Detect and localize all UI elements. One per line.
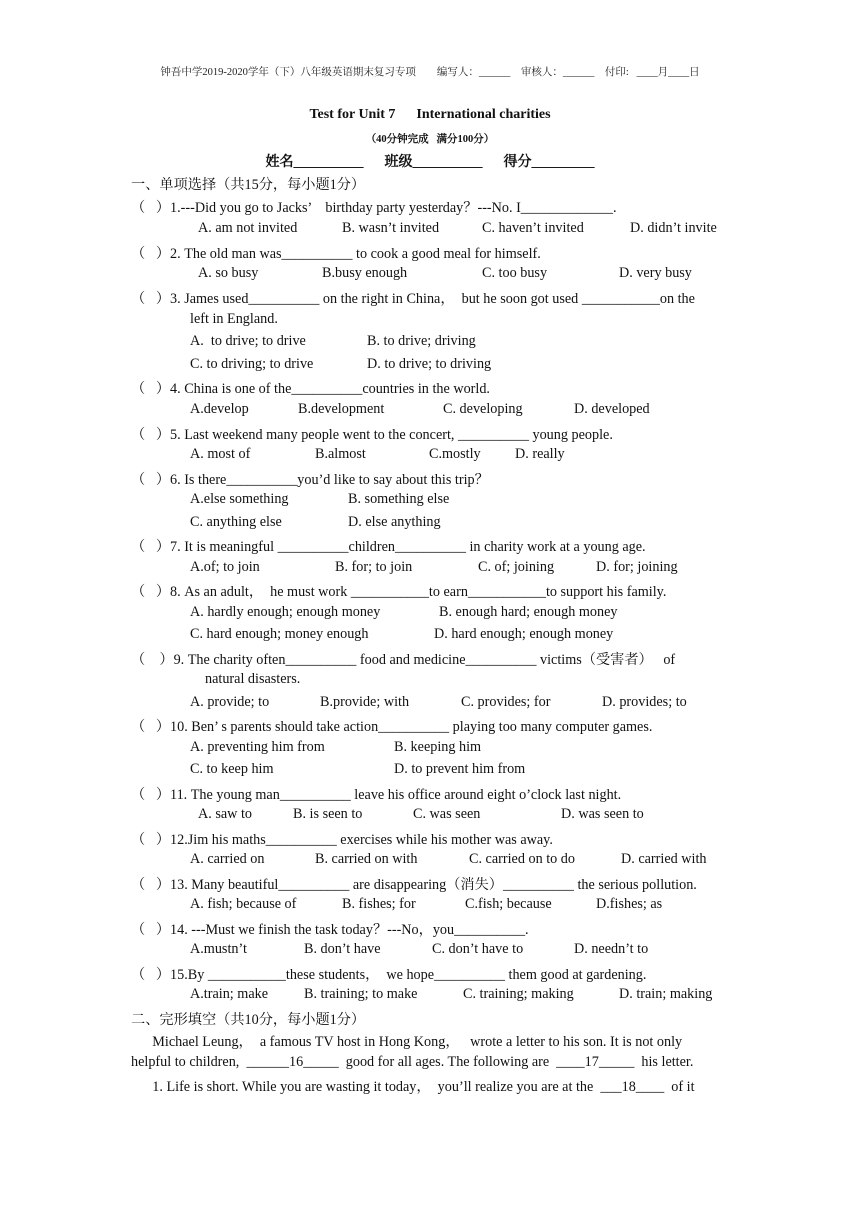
option-d: D. really (515, 446, 565, 462)
option-b: B.provide; with (320, 694, 410, 710)
option-b: B. fishes; for (342, 896, 416, 912)
option-d: D. to drive; to driving (367, 356, 492, 372)
question-15: （ ）15.By ___________these students， we hope__________ them good at gardening. (131, 967, 647, 983)
option-c: C. don’t have to (432, 941, 524, 957)
option-a: A. saw to (198, 806, 252, 822)
option-c: C. haven’t invited (482, 220, 584, 236)
question-7: （ ）7. It is meaningful __________children__________ in charity work at a young age. (131, 539, 646, 555)
passage-line-2: helpful to children, ______16_____ good for all ages. The following are ____17_____ his letter. (131, 1054, 694, 1070)
option-b: B. wasn’t invited (342, 220, 440, 236)
option-c: C. to driving; to drive (190, 356, 314, 372)
question-5: （ ）5. Last weekend many people went to the concert, __________ young people. (131, 427, 613, 443)
passage-line-3: 1. Life is short. While you are wasting it today， you’ll realize you are at the ___18____ of it (131, 1079, 695, 1095)
option-b: B. enough hard; enough money (439, 604, 618, 620)
option-d: D. carried with (621, 851, 707, 867)
question-12: （ ）12.Jim his maths__________ exercises while his mother was away. (131, 832, 553, 848)
question-2: （ ）2. The old man was__________ to cook a good meal for himself. (131, 246, 541, 262)
option-a: A. so busy (198, 265, 259, 281)
question-8: （ ）8. As an adult， he must work ___________to earn___________to support his family. (131, 584, 667, 600)
option-a: A. provide; to (190, 694, 270, 710)
option-b: B. to drive; driving (367, 333, 476, 349)
page-header: 钟吾中学2019-2020学年（下）八年级英语期末复习专项 编写人：______ 审核人：______ 付印: ____月____日 (160, 67, 700, 78)
option-d: D. for; joining (596, 559, 678, 575)
option-b: B. for; to join (335, 559, 413, 575)
question-11: （ ）11. The young man__________ leave his office around eight o’clock last night. (131, 787, 622, 803)
question-10: （ ）10. Ben’ s parents should take action__________ playing too many computer games. (131, 719, 653, 735)
question-3-continuation: left in England. (190, 311, 278, 327)
option-d: D. needn’t to (574, 941, 649, 957)
option-a: A. am not invited (198, 220, 298, 236)
passage-line-1: Michael Leung， a famous TV host in Hong Kong， wrote a letter to his son. It is not only (131, 1034, 683, 1050)
option-b: B.almost (315, 446, 366, 462)
option-d: D. hard enough; enough money (434, 626, 614, 642)
student-info-line: 姓名__________ 班级__________ 得分_________ (265, 155, 595, 170)
option-d: D. was seen to (561, 806, 644, 822)
option-b: B.development (298, 401, 385, 417)
question-14: （ ）14. ---Must we finish the task today？---No，you__________. (131, 922, 529, 938)
option-b: B. don’t have (304, 941, 381, 957)
question-9-continuation: natural disasters. (205, 671, 301, 687)
test-subtitle: （40分钟完成 满分100分） (365, 134, 495, 145)
option-d: D. provides; to (602, 694, 687, 710)
option-b: B. something else (348, 491, 450, 507)
option-d: D. to prevent him from (394, 761, 526, 777)
section-1-heading: 一、单项选择（共15分，每小题1分） (131, 177, 366, 193)
option-c: C. training; making (463, 986, 574, 1002)
question-4: （ ）4. China is one of the__________countries in the world. (131, 381, 490, 397)
option-c: C. provides; for (461, 694, 551, 710)
option-c: C. of; joining (478, 559, 555, 575)
option-c: C.mostly (429, 446, 481, 462)
option-c: C. hard enough; money enough (190, 626, 369, 642)
option-b: B.busy enough (322, 265, 408, 281)
question-6: （ ）6. Is there__________you’d like to say about this trip？ (131, 472, 489, 488)
question-3: （ ）3. James used__________ on the right in China， but he soon got used ___________on the (131, 291, 695, 307)
option-d: D. didn’t invite (630, 220, 717, 236)
option-a: A.mustn’t (190, 941, 247, 957)
option-b: B. carried on with (315, 851, 418, 867)
option-a: A.train; make (190, 986, 269, 1002)
option-d: D. else anything (348, 514, 441, 530)
option-a: A. preventing him from (190, 739, 325, 755)
option-c: C. was seen (413, 806, 481, 822)
option-a: A. to drive; to drive (190, 333, 306, 349)
option-b: B. training; to make (304, 986, 418, 1002)
test-title: Test for Unit 7 International charities (309, 107, 551, 122)
option-d: D. train; making (619, 986, 713, 1002)
question-1: （ ）1.---Did you go to Jacks’ birthday party yesterday？---No. I_____________. (131, 200, 617, 216)
option-c: C.fish; because (465, 896, 552, 912)
option-a: A. carried on (190, 851, 265, 867)
option-a: A.else something (190, 491, 289, 507)
option-a: A.of; to join (190, 559, 260, 575)
option-c: C. to keep him (190, 761, 274, 777)
option-c: C. carried on to do (469, 851, 575, 867)
option-a: A.develop (190, 401, 249, 417)
option-d: D. very busy (619, 265, 692, 281)
option-a: A. most of (190, 446, 251, 462)
option-b: B. keeping him (394, 739, 482, 755)
section-2-heading: 二、完形填空（共10分，每小题1分） (131, 1012, 366, 1028)
option-a: A. fish; because of (190, 896, 297, 912)
option-c: C. anything else (190, 514, 282, 530)
option-a: A. hardly enough; enough money (190, 604, 381, 620)
option-c: C. too busy (482, 265, 548, 281)
option-b: B. is seen to (293, 806, 363, 822)
question-13: （ ）13. Many beautiful__________ are disappearing（消失）__________ the serious pollution. (131, 877, 697, 893)
option-c: C. developing (443, 401, 523, 417)
question-9: （ ）9. The charity often__________ food and medicine__________ victims（受害者） of (131, 652, 676, 668)
option-d: D.fishes; as (596, 896, 663, 912)
option-d: D. developed (574, 401, 650, 417)
